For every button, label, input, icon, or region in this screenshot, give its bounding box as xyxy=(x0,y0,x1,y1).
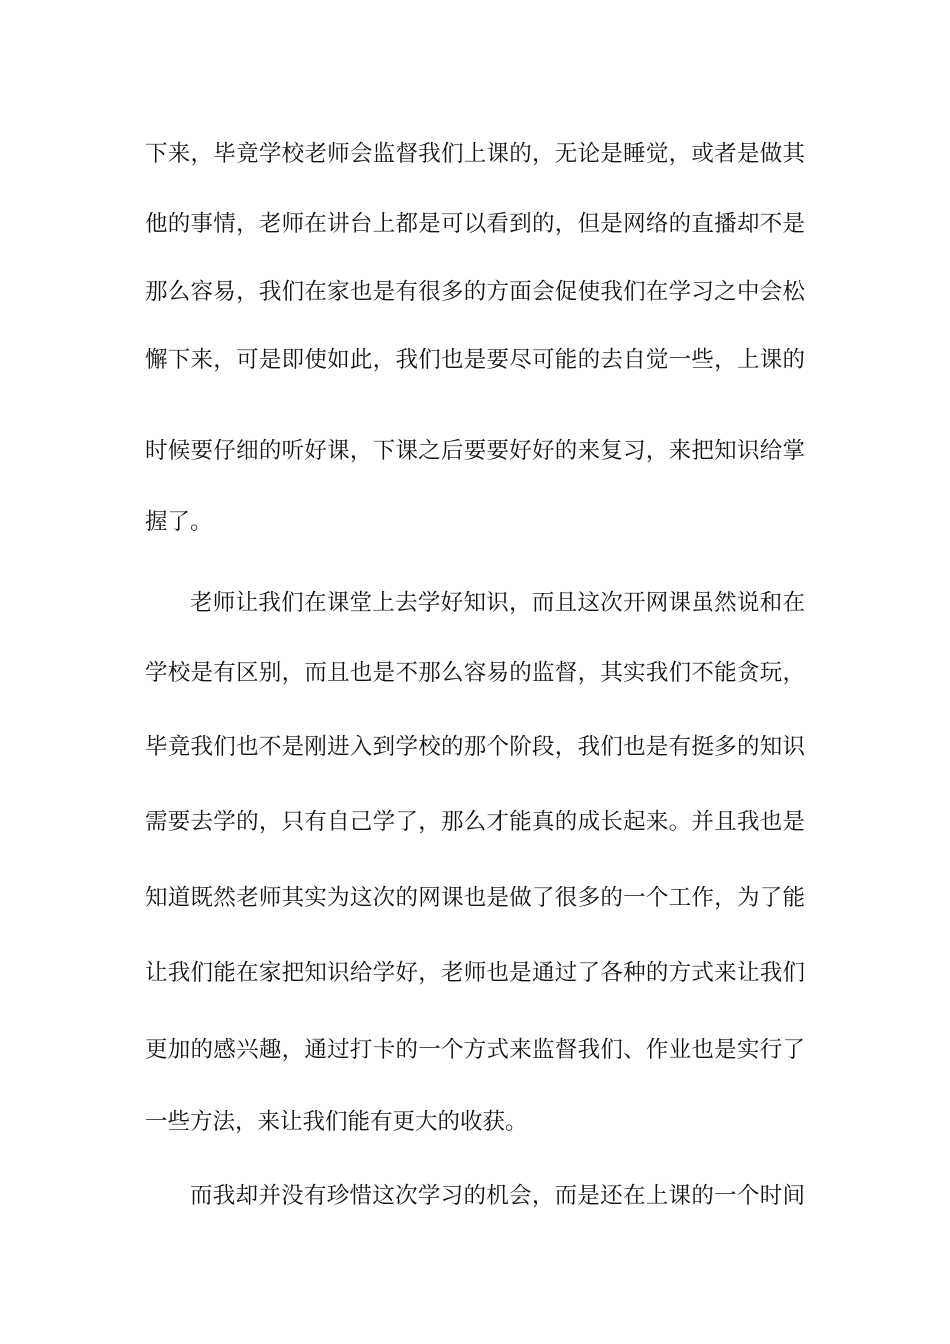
paragraph-1-line-1: 下来，毕竟学校老师会监督我们上课的，无论是睡觉，或者是做其 xyxy=(145,141,805,167)
paragraph-1-line-3: 那么容易，我们在家也是有很多的方面会促使我们在学习之中会松 xyxy=(145,279,805,305)
paragraph-1-line-4: 懈下来，可是即使如此，我们也是要尽可能的去自觉一些，上课的 xyxy=(145,347,805,373)
paragraph-2-line-7: 更加的感兴趣，通过打卡的一个方式来监督我们、作业也是实行了 xyxy=(145,1037,805,1063)
paragraph-1-line-6: 握了。 xyxy=(145,509,213,535)
paragraph-2-line-5: 知道既然老师其实为这次的网课也是做了很多的一个工作，为了能 xyxy=(145,885,805,911)
paragraph-2-line-8: 一些方法，来让我们能有更大的收获。 xyxy=(145,1109,528,1135)
paragraph-2-line-2: 学校是有区别，而且也是不那么容易的监督，其实我们不能贪玩， xyxy=(145,660,805,686)
paragraph-2-line-6: 让我们能在家把知识给学好，老师也是通过了各种的方式来让我们 xyxy=(145,960,805,986)
paragraph-2-line-3: 毕竟我们也不是刚进入到学校的那个阶段，我们也是有挺多的知识 xyxy=(145,734,805,760)
paragraph-1-line-5: 时候要仔细的听好课，下课之后要要好好的来复习，来把知识给掌 xyxy=(145,438,805,464)
paragraph-2-line-4: 需要去学的，只有自己学了，那么才能真的成长起来。并且我也是 xyxy=(145,809,805,835)
paragraph-3-line-1: 而我却并没有珍惜这次学习的机会，而是还在上课的一个时间 xyxy=(190,1183,805,1209)
paragraph-2-line-1: 老师让我们在课堂上去学好知识，而且这次开网课虽然说和在 xyxy=(190,590,805,616)
paragraph-1-line-2: 他的事情，老师在讲台上都是可以看到的，但是网络的直播却不是 xyxy=(145,211,805,237)
